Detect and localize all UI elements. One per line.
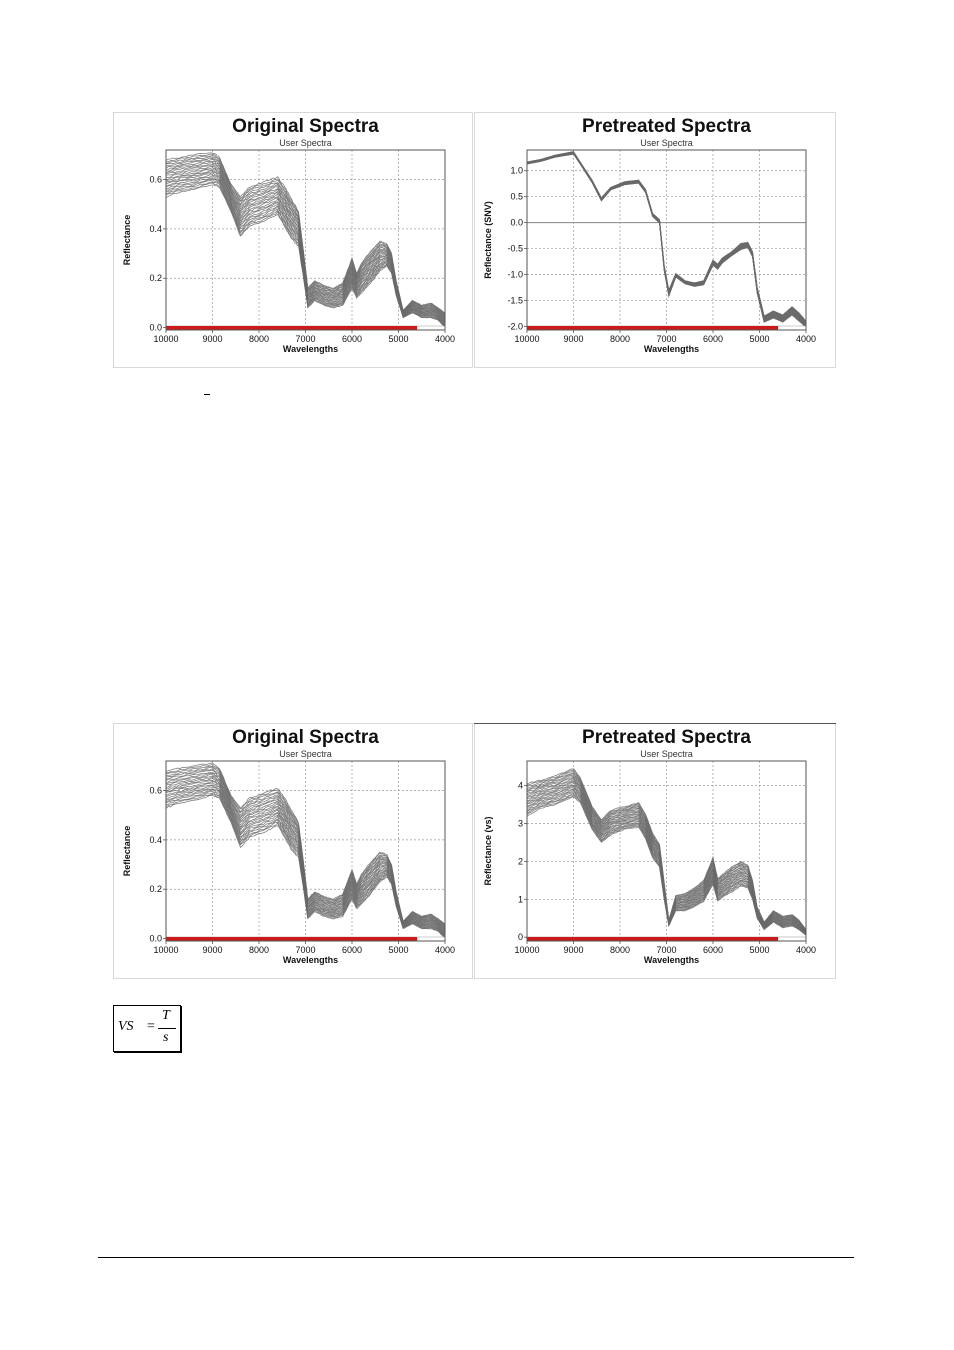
y-axis-label: Reflectance xyxy=(122,825,132,877)
x-tick-label: 6000 xyxy=(702,945,724,955)
chart-original-spectra-bottom xyxy=(113,723,473,979)
chart-pretreated-spectra-vs xyxy=(474,723,836,979)
x-tick-label: 10000 xyxy=(153,945,179,955)
y-tick-label: 3 xyxy=(517,818,523,829)
x-tick-label: 8000 xyxy=(609,945,631,955)
x-tick-label: 9000 xyxy=(563,945,584,955)
x-tick-label: 9000 xyxy=(202,334,223,344)
x-tick-label: 9000 xyxy=(202,945,223,955)
y-tick-label: 1 xyxy=(517,894,523,905)
x-tick-label: 8000 xyxy=(248,945,270,955)
y-axis-label: Reflectance (vs) xyxy=(483,816,493,886)
x-tick-label: 6000 xyxy=(341,945,363,955)
chart-canvas xyxy=(474,723,836,979)
vs-formula xyxy=(113,1005,181,1052)
x-tick-label: 7000 xyxy=(656,945,677,955)
chart-pretreated-spectra-snv xyxy=(474,112,836,368)
chart-subtitle: User Spectra xyxy=(279,749,332,759)
y-tick-label: 0.0 xyxy=(510,217,523,228)
x-tick-label: 5000 xyxy=(749,945,770,955)
y-tick-label: 0.2 xyxy=(149,884,162,895)
y-tick-label: 2 xyxy=(517,856,523,867)
macron-mark xyxy=(204,394,210,395)
chart-subtitle: User Spectra xyxy=(640,138,693,148)
x-tick-label: 6000 xyxy=(341,334,363,344)
y-tick-label: 0.6 xyxy=(149,785,162,796)
range-bar-selected xyxy=(527,326,778,330)
x-tick-label: 9000 xyxy=(563,334,584,344)
chart-canvas xyxy=(113,723,473,979)
chart-subtitle: User Spectra xyxy=(279,138,332,148)
y-tick-label: 0 xyxy=(517,932,523,943)
x-axis-label: Wavelengths xyxy=(282,344,339,354)
y-axis-label: Reflectance xyxy=(122,214,132,266)
x-tick-label: 8000 xyxy=(248,334,270,344)
x-tick-label: 7000 xyxy=(656,334,677,344)
x-tick-label: 5000 xyxy=(749,334,770,344)
x-tick-label: 5000 xyxy=(388,334,409,344)
x-axis-label: Wavelengths xyxy=(282,955,339,965)
y-tick-label: 0.4 xyxy=(149,834,162,845)
chart-title: Original Spectra xyxy=(232,727,379,748)
y-tick-label: -1.5 xyxy=(507,295,523,306)
range-bar-selected xyxy=(166,937,417,941)
x-tick-label: 10000 xyxy=(514,945,540,955)
formula-equals: = xyxy=(147,1019,155,1034)
chart-original-spectra-top xyxy=(113,112,473,368)
x-tick-label: 10000 xyxy=(153,334,179,344)
formula-numerator: T xyxy=(162,1008,170,1023)
formula-lhs: VS xyxy=(118,1019,134,1034)
chart-title: Pretreated Spectra xyxy=(582,727,751,748)
y-tick-label: -1.0 xyxy=(507,269,523,280)
chart-canvas xyxy=(113,112,473,368)
footer-rule xyxy=(98,1257,854,1258)
chart-title: Original Spectra xyxy=(232,116,379,137)
y-tick-label: 0.4 xyxy=(149,223,162,234)
y-tick-label: 0.5 xyxy=(510,191,523,202)
x-axis-label: Wavelengths xyxy=(643,955,700,965)
chart-canvas xyxy=(474,112,836,368)
x-tick-label: 6000 xyxy=(702,334,724,344)
y-tick-label: 0.6 xyxy=(149,174,162,185)
y-tick-label: -0.5 xyxy=(507,243,523,254)
y-tick-label: 0.0 xyxy=(149,933,162,944)
y-tick-label: 0.2 xyxy=(149,273,162,284)
x-tick-label: 4000 xyxy=(795,334,817,344)
fraction-bar xyxy=(158,1028,176,1029)
y-tick-label: 4 xyxy=(517,780,523,791)
x-tick-label: 4000 xyxy=(434,945,456,955)
y-tick-label: 1.0 xyxy=(510,165,523,176)
x-tick-label: 5000 xyxy=(388,945,409,955)
x-tick-label: 7000 xyxy=(295,334,316,344)
range-bar-selected xyxy=(166,326,417,330)
formula-denominator: s xyxy=(163,1030,169,1045)
x-tick-label: 8000 xyxy=(609,334,631,344)
x-tick-label: 7000 xyxy=(295,945,316,955)
y-tick-label: -2.0 xyxy=(507,321,523,332)
y-axis-label: Reflectance (SNV) xyxy=(483,201,493,279)
x-axis-label: Wavelengths xyxy=(643,344,700,354)
chart-subtitle: User Spectra xyxy=(640,749,693,759)
x-tick-label: 10000 xyxy=(514,334,540,344)
chart-title: Pretreated Spectra xyxy=(582,116,751,137)
y-tick-label: 0.0 xyxy=(149,322,162,333)
x-tick-label: 4000 xyxy=(434,334,456,344)
x-tick-label: 4000 xyxy=(795,945,817,955)
range-bar-selected xyxy=(527,937,778,941)
